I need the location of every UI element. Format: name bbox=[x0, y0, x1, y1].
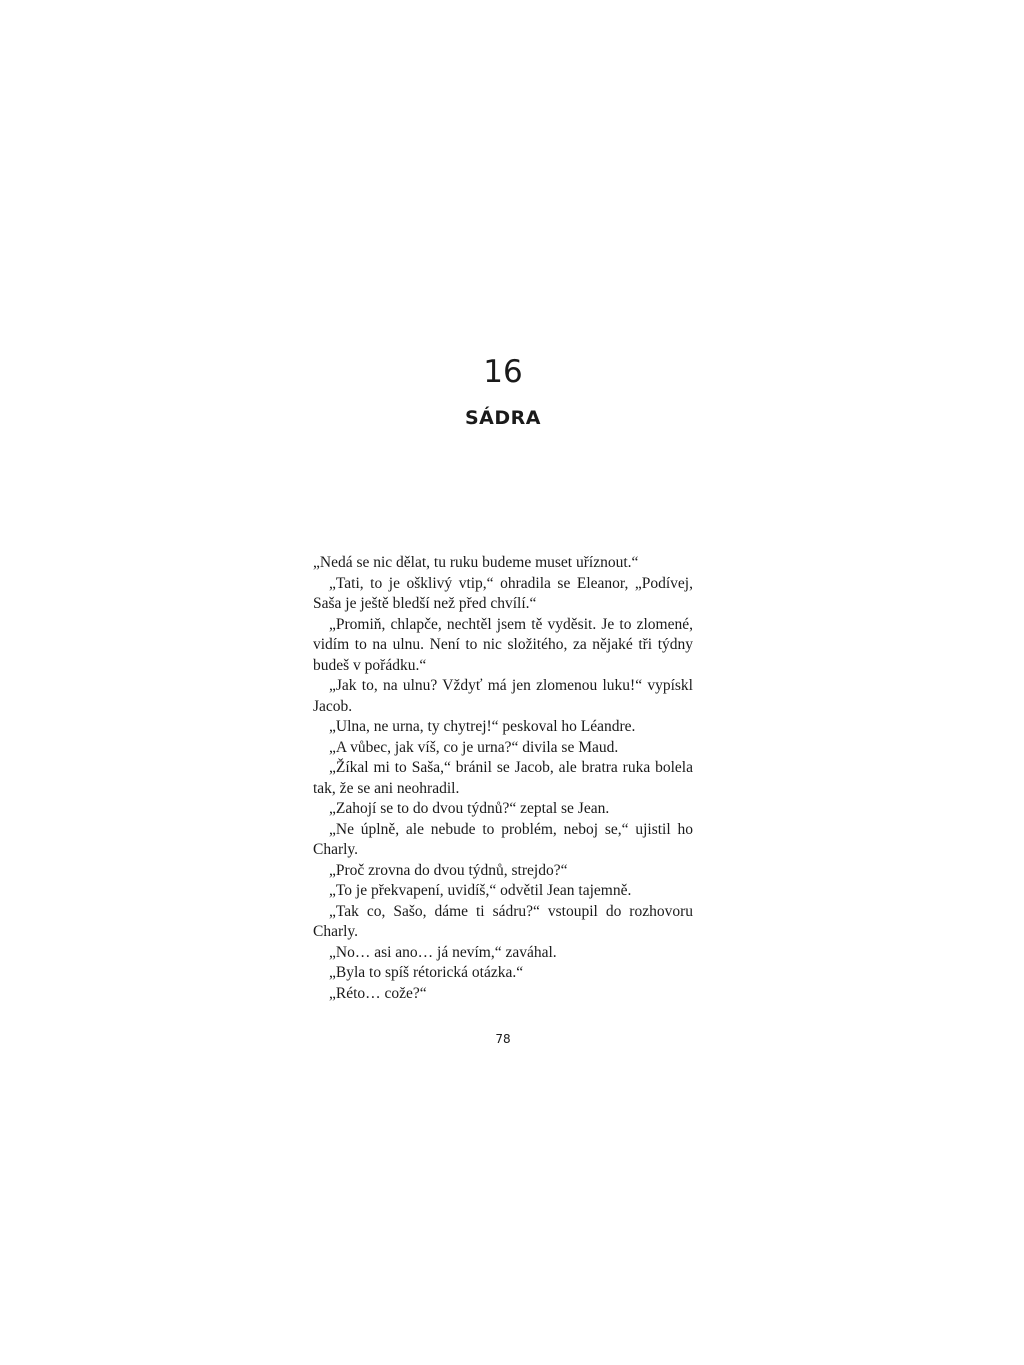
paragraph: „Réto… cože?“ bbox=[329, 984, 427, 1002]
chapter-number: 16 bbox=[483, 354, 523, 390]
paragraph: „Tak co, Sašo, dáme ti sádru?“ vstoupil do rozhovoru Charly. bbox=[313, 902, 693, 940]
page-number: 78 bbox=[495, 1032, 511, 1046]
body-text bbox=[313, 553, 693, 1004]
paragraph: „Žíkal mi to Saša,“ bránil se Jacob, ale bratra ruka bolela tak, že se ani neohradil. bbox=[313, 759, 693, 797]
paragraph: „Nedá se nic dělat, tu ruku budeme muset uříznout.“ bbox=[313, 554, 639, 571]
paragraph: „No… asi ano… já nevím,“ zaváhal. bbox=[329, 943, 557, 961]
paragraph: „Zahojí se to do dvou týdnů?“ zeptal se Jean. bbox=[329, 800, 610, 817]
paragraph: „Ne úplně, ale nebude to problém, neboj se,“ ujistil ho Charly. bbox=[313, 820, 693, 858]
paragraph: „Jak to, na ulnu? Vždyť má jen zlomenou luku!“ vypískl Jacob. bbox=[313, 677, 693, 715]
chapter-title: SÁDRA bbox=[465, 407, 541, 429]
paragraph: „Tati, to je ošklivý vtip,“ ohradila se Eleanor, „Podívej, Saša je ještě bledší než před chvílí.“ bbox=[313, 574, 693, 612]
paragraph: „To je překvapení, uvidíš,“ odvětil Jean tajemně. bbox=[329, 882, 632, 899]
paragraph: „Promiň, chlapče, nechtěl jsem tě vyděsit. Je to zlomené, vidím to na ulnu. Není to nic složitého, za nějaké tři týdny budeš v pořádku.“ bbox=[313, 615, 693, 674]
paragraph: „Ulna, ne urna, ty chytrej!“ peskoval ho Léandre. bbox=[329, 718, 636, 735]
paragraph: „Byla to spíš rétorická otázka.“ bbox=[329, 964, 524, 981]
paragraph: „Proč zrovna do dvou týdnů, strejdo?“ bbox=[329, 861, 568, 879]
paragraph: „A vůbec, jak víš, co je urna?“ divila se Maud. bbox=[329, 738, 619, 756]
